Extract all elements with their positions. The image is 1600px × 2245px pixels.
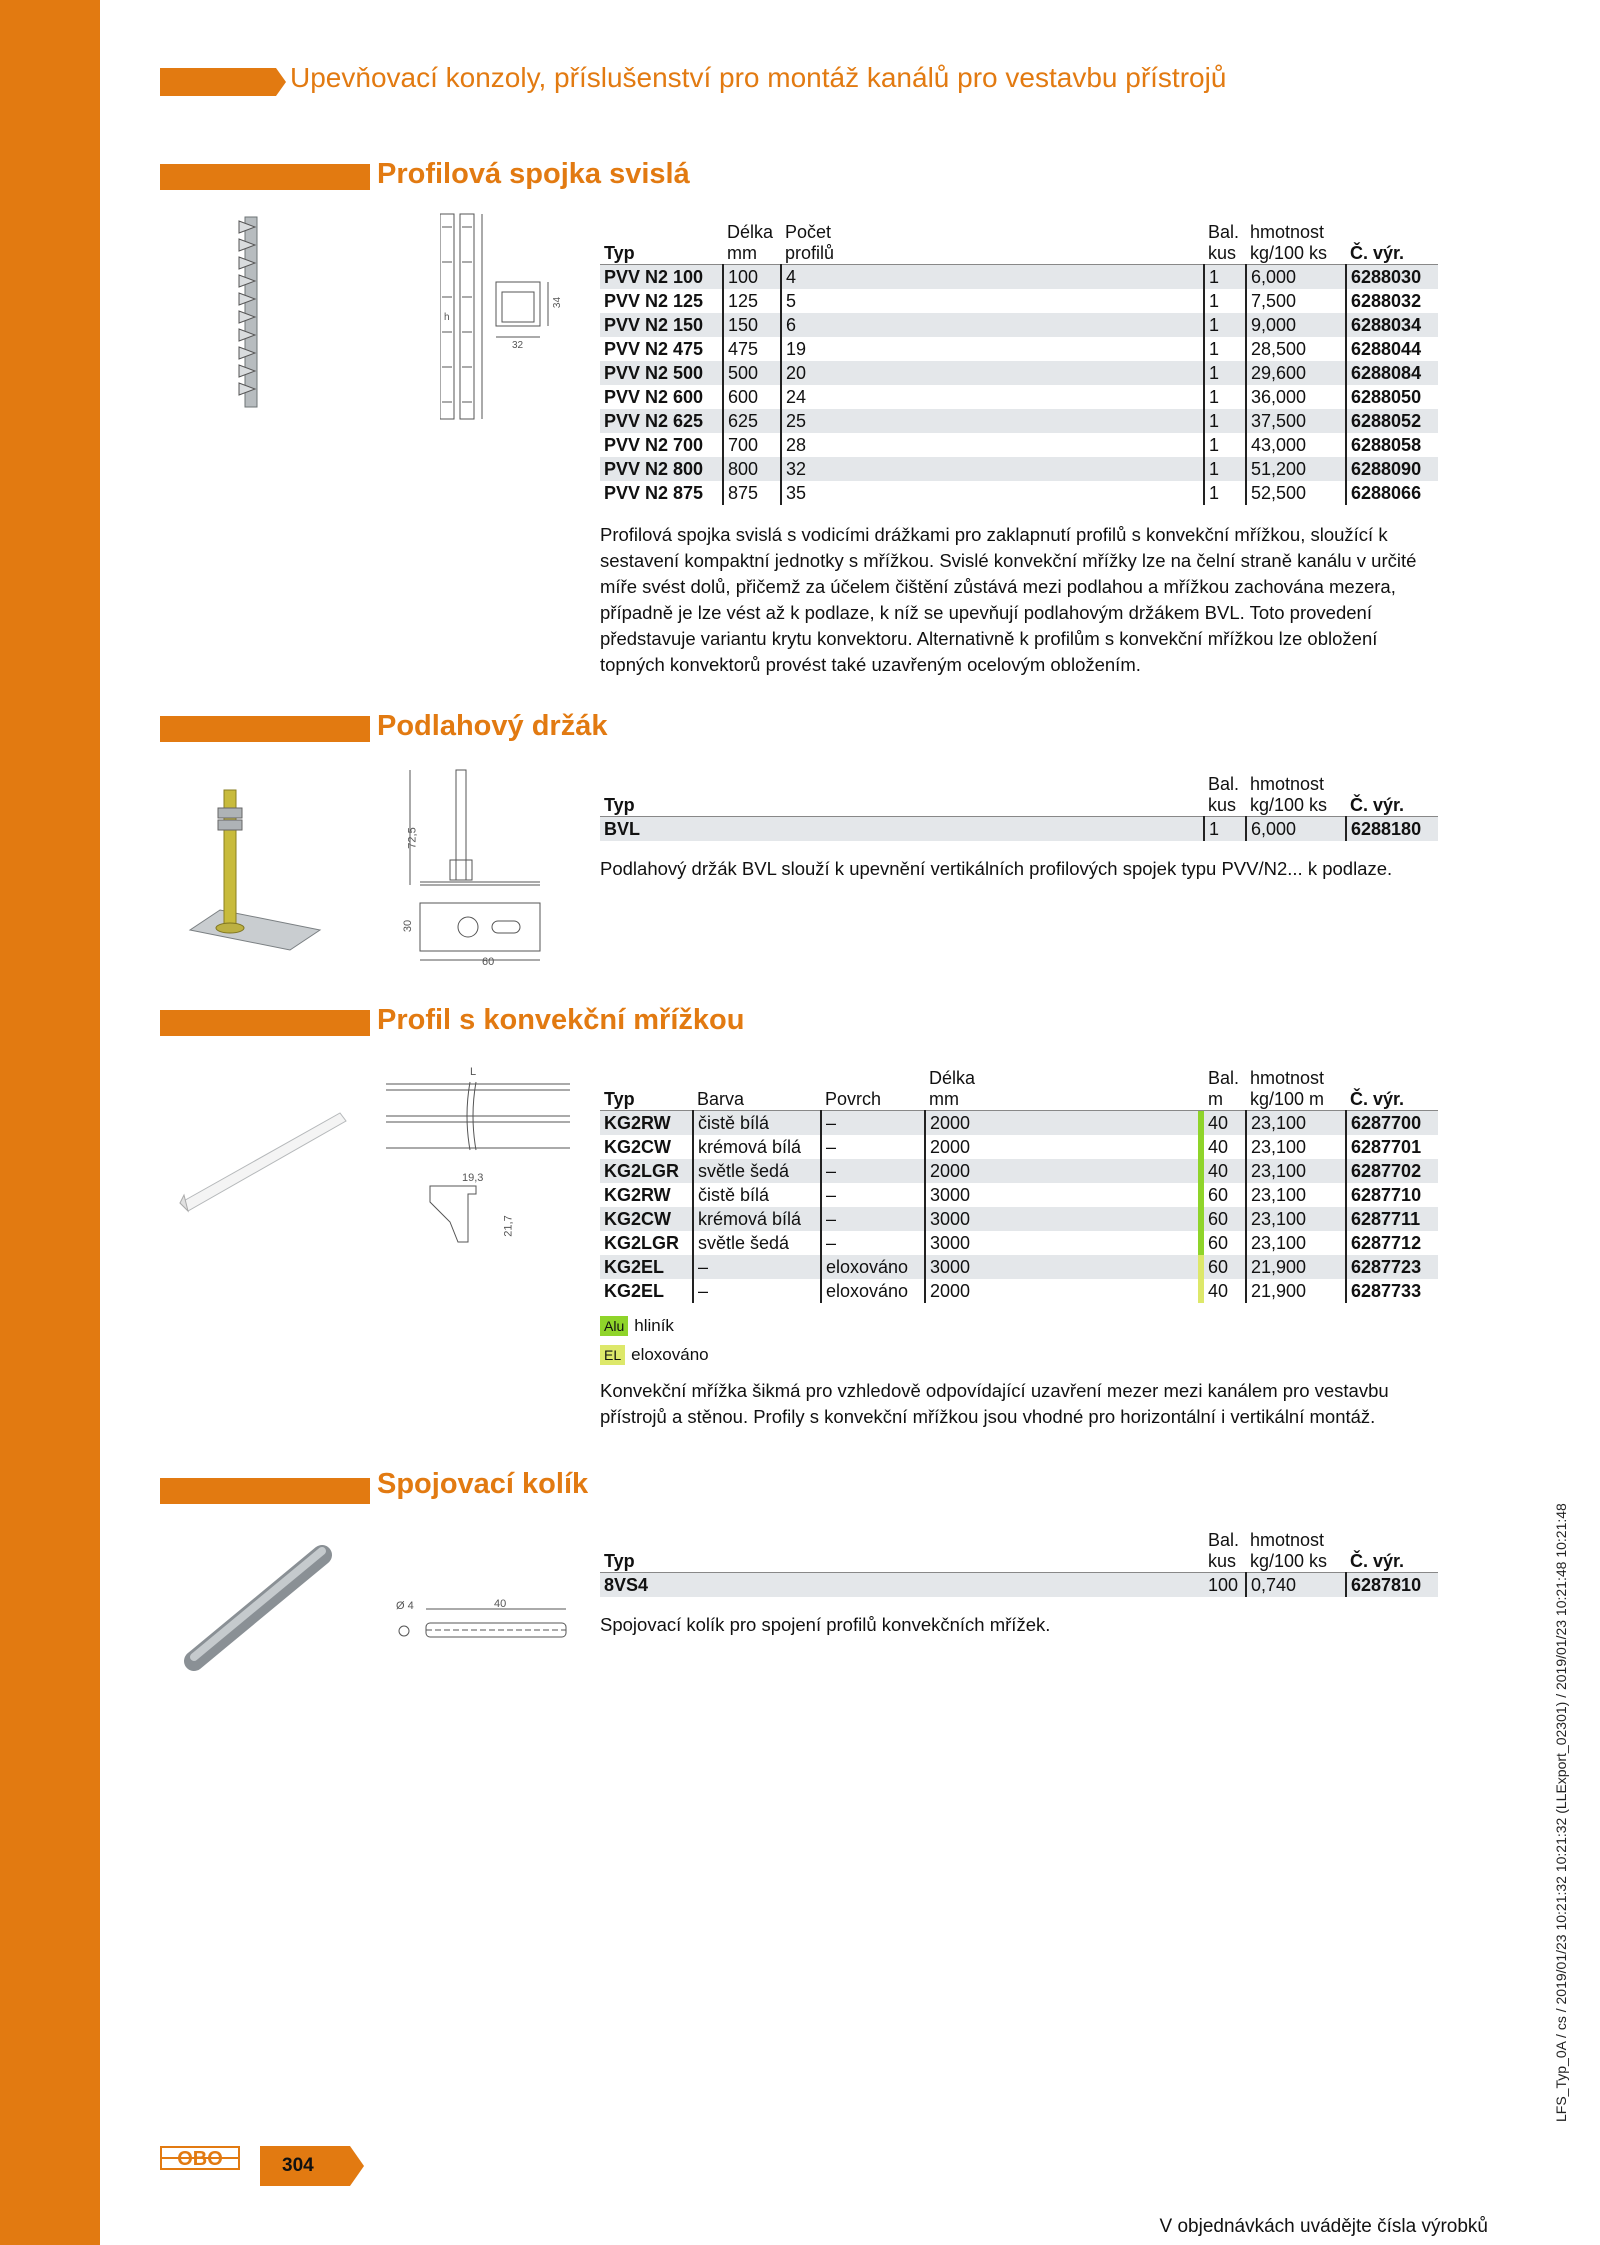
cell-hmot: 6,000 [1246,817,1346,841]
cell-art: 6287723 [1346,1255,1438,1279]
col-art-header: Č. výr. [1346,243,1438,265]
cell-bal: 1 [1204,433,1246,457]
cell-typ: PVV N2 125 [604,290,704,311]
vs-table [600,1530,1438,1597]
legend-el [600,1345,709,1365]
cell-typ: PVV N2 875 [604,482,704,503]
legend-el-label: eloxováno [631,1345,709,1364]
cell-povrch: – [821,1111,925,1135]
cell-typ: PVV N2 500 [600,361,723,385]
vertical-export-info: LFS_Typ_0A / cs / 2019/01/23 10:21:32 10:21:32 (LLExport_02301) / 2019/01/23 10:21:48 10:21:48 [1553,1503,1569,2122]
cell-typ: PVV N2 600 [604,386,704,407]
cell-delka: 800 [723,457,781,481]
col-bal-unit: kus [1204,243,1246,265]
cell-art: 6288032 [1346,289,1438,313]
vs-product-photo [180,1545,340,1675]
col-bal-unit: kus [1204,795,1246,817]
bvl-technical-drawing [400,760,560,970]
col-bal-unit: kus [1204,1551,1246,1573]
cell-delka: 600 [723,385,781,409]
footer-note: V objednávkách uvádějte čísla výrobků [1159,2216,1488,2237]
pvv-description: Profilová spojka svislá s vodicími drážkami pro zaklapnutí profilů s konvekční mřížkou, sloužící k sestavení kompaktní jednotky s mřížkou. Svislé konvekční mřížky lze na čelní straně kanálu v určité míře svést dolů, přičemž za účelem čištění zůstává mezi podlahou a mřížkou zachována mezera, případně je lze vést až k podlaze, k níž se upevňují podlahovým držákem BVL. Toto provedení představuje variantu krytu konvektoru. Alternativně k profilům s konvekční mřížkou lze obložení topných konvektorů provést také uzavřeným ocelovým obložením. [600,524,1417,675]
table-row [600,361,1438,385]
cell-typ: PVV N2 100 [600,265,723,289]
cell-bal: 1 [1204,457,1246,481]
bvl-table [600,774,1438,841]
cell-hmot: 29,600 [1246,361,1346,385]
cell-barva: krémová bílá [693,1135,821,1159]
table-row [600,481,1438,505]
section-title-bvl: Podlahový držák [377,710,608,742]
cell-delka: 3000 [925,1255,1198,1279]
table-row [600,385,1438,409]
cell-bal: 1 [1204,361,1246,385]
cell-pocet: 24 [781,385,1204,409]
cell-delka: 475 [723,337,781,361]
cell-povrch: – [821,1135,925,1159]
cell-hmot: 28,500 [1246,337,1346,361]
cell-hmot: 23,100 [1246,1111,1346,1135]
cell-delka: 125 [723,289,781,313]
legend-alu [600,1316,674,1336]
col-bal-label: Bal. [1208,774,1240,794]
cell-hmot: 9,000 [1246,313,1346,337]
cell-bal: 40 [1208,1136,1229,1157]
cell-bal: 1 [1204,385,1246,409]
col-hmot-unit: kg/100 m [1246,1089,1346,1111]
obo-logo [160,2146,240,2170]
cell-povrch: – [821,1183,925,1207]
cell-bal: 1 [1204,481,1246,505]
bvl-dim-60: 60 [482,956,495,968]
col-typ-header: Typ [600,1089,693,1111]
cell-delka: 625 [723,409,781,433]
cell-art: 6288180 [1346,817,1438,841]
cell-hmot: 52,500 [1246,481,1346,505]
cell-typ: KG2CW [604,1136,671,1157]
cell-art: 6288090 [1346,457,1438,481]
cell-typ: KG2RW [604,1184,671,1205]
cell-typ: PVV N2 700 [604,434,704,455]
cell-pocet: 5 [781,289,1204,313]
col-povrch-header: Povrch [821,1089,925,1111]
cell-typ: KG2LGR [604,1232,680,1253]
table-row [600,1573,1438,1597]
cell-barva: – [693,1255,821,1279]
cell-typ: BVL [600,817,1204,841]
cell-typ: KG2LGR [600,1159,693,1183]
pvv-dim-h: h [444,312,450,323]
cell-bal: 100 [1204,1573,1246,1597]
cell-barva: – [693,1279,821,1303]
kg-dim-217: 21,7 [502,1215,515,1237]
table-row [600,313,1438,337]
col-pocet-unit: profilů [781,243,1204,265]
kg-technical-drawing [380,1068,580,1248]
cell-delka: 2000 [925,1135,1198,1159]
cell-pocet: 4 [781,265,1204,289]
col-hmot-unit: kg/100 ks [1246,795,1346,817]
cell-delka: 150 [723,313,781,337]
section-title-vs: Spojovací kolík [377,1468,589,1500]
section-bar-vs [160,1478,370,1504]
col-delka-label: Délka [727,222,774,242]
cell-art: 6287701 [1346,1135,1438,1159]
header-bar [160,68,276,96]
col-hmot-unit: kg/100 ks [1246,1551,1346,1573]
cell-hmot: 36,000 [1246,385,1346,409]
cell-typ: KG2EL [600,1255,693,1279]
cell-hmot: 23,100 [1246,1159,1346,1183]
cell-povrch: – [821,1159,925,1183]
cell-bal: 1 [1204,289,1246,313]
table-row [600,1159,1438,1183]
cell-bal: 1 [1204,337,1246,361]
section-title-kg: Profil s konvekční mřížkou [377,1004,745,1036]
col-typ-header: Typ [600,243,723,265]
cell-delka: 3000 [925,1183,1198,1207]
legend-el-swatch: EL [600,1345,625,1365]
cell-art: 6287810 [1346,1573,1438,1597]
cell-bal: 1 [1204,265,1246,289]
bvl-dim-725: 72,5 [406,827,419,849]
cell-typ: PVV N2 475 [604,338,704,359]
col-hmot-label: hmotnost [1250,774,1325,794]
cell-pocet: 6 [781,313,1204,337]
col-delka-label: Délka [929,1068,976,1088]
vs-technical-drawing [390,1595,580,1655]
cell-bal: 1 [1204,817,1246,841]
cell-typ: 8VS4 [600,1573,1204,1597]
cell-pocet: 19 [781,337,1204,361]
section-bar-bvl [160,716,370,742]
cell-typ: KG2EL [604,1280,665,1301]
cell-povrch: – [821,1207,925,1231]
header-bar-tip [276,68,286,96]
col-hmot-label: hmotnost [1250,1530,1325,1550]
page-number: 304 [282,2155,314,2176]
col-bal-unit: m [1204,1089,1246,1111]
cell-povrch: eloxováno [821,1255,925,1279]
cell-pocet: 20 [781,361,1204,385]
side-stripe [0,0,100,2245]
table-row [600,337,1438,361]
pvv-dim-34: 34 [552,296,564,309]
cell-art: 6287702 [1346,1159,1438,1183]
kg-dim-193: 19,3 [462,1172,484,1184]
table-row [600,1207,1438,1231]
cell-delka: 2000 [925,1279,1198,1303]
col-bal-label: Bal. [1208,1530,1240,1550]
cell-pocet: 25 [781,409,1204,433]
cell-art: 6288084 [1346,361,1438,385]
table-row [600,289,1438,313]
cell-art: 6288058 [1346,433,1438,457]
vs-dim-d: Ø 4 [396,1600,414,1612]
cell-art: 6287711 [1346,1207,1438,1231]
col-typ-header: Typ [600,1551,1204,1573]
cell-delka: 100 [723,265,781,289]
cell-typ: PVV N2 150 [600,313,723,337]
cell-art: 6287710 [1346,1183,1438,1207]
page-title: Upevňovací konzoly, příslušenství pro montáž kanálů pro vestavbu přístrojů [290,62,1227,93]
cell-bal: 40 [1208,1280,1229,1301]
table-row [600,433,1438,457]
col-hmot-unit: kg/100 ks [1246,243,1346,265]
section-bar-kg [160,1010,370,1036]
col-art-header: Č. výr. [1346,1551,1438,1573]
pvv-dim-32: 32 [512,340,524,351]
cell-barva: čistě bílá [693,1183,821,1207]
cell-art: 6287712 [1346,1231,1438,1255]
kg-description: Konvekční mřížka šikmá pro vzhledově odpovídající uzavření mezer mezi kanálem pro vestavbu přístrojů a stěnou. Profily s konvekční mřížkou jsou vhodné pro horizontální i vertikální montáž. [600,1380,1389,1427]
section-bar-pvv [160,164,370,190]
table-row [600,1231,1438,1255]
col-delka-unit: mm [925,1089,1198,1111]
cell-typ: PVV N2 800 [600,457,723,481]
vs-dim-40: 40 [494,1598,507,1610]
col-typ-header: Typ [600,795,1204,817]
table-row [600,265,1438,289]
table-row [600,457,1438,481]
kg-table [600,1068,1438,1303]
cell-bal: 60 [1208,1232,1229,1253]
cell-hmot: 51,200 [1246,457,1346,481]
cell-art: 6287733 [1346,1279,1438,1303]
table-row [600,1183,1438,1207]
cell-pocet: 35 [781,481,1204,505]
col-hmot-label: hmotnost [1250,1068,1325,1088]
cell-art: 6288034 [1346,313,1438,337]
table-row [600,1255,1438,1279]
cell-art: 6288052 [1346,409,1438,433]
col-hmot-label: hmotnost [1250,222,1325,242]
cell-bal: 40 [1204,1159,1246,1183]
cell-delka: 3000 [925,1207,1198,1231]
col-art-header: Č. výr. [1346,1089,1438,1111]
cell-delka: 2000 [925,1159,1198,1183]
obo-logo-text: OBO [177,2148,223,2170]
col-pocet-label: Počet [785,222,832,242]
cell-delka: 700 [723,433,781,457]
cell-hmot: 43,000 [1246,433,1346,457]
legend-alu-swatch: Alu [600,1316,628,1336]
cell-barva: čistě bílá [693,1111,821,1135]
col-bal-label: Bal. [1208,222,1240,242]
cell-bal: 60 [1208,1184,1229,1205]
table-row [600,1135,1438,1159]
cell-typ: KG2CW [600,1207,693,1231]
cell-art: 6287700 [1346,1111,1438,1135]
cell-bal: 1 [1204,409,1246,433]
cell-pocet: 32 [781,457,1204,481]
cell-art: 6288050 [1346,385,1438,409]
cell-bal: 40 [1204,1111,1246,1135]
section-title-pvv: Profilová spojka svislá [377,158,690,190]
cell-art: 6288044 [1346,337,1438,361]
cell-povrch: – [821,1231,925,1255]
table-row [600,817,1438,841]
cell-hmot: 7,500 [1246,289,1346,313]
vs-description: Spojovací kolík pro spojení profilů konvekčních mřížek. [600,1614,1051,1635]
cell-delka: 875 [723,481,781,505]
cell-hmot: 37,500 [1246,409,1346,433]
table-row [600,409,1438,433]
col-bal-label: Bal. [1208,1068,1240,1088]
cell-hmot: 21,900 [1246,1255,1346,1279]
bvl-product-photo [180,780,330,960]
pvv-table [600,222,1438,505]
cell-hmot: 0,740 [1246,1573,1346,1597]
kg-dim-l: L [470,1066,477,1078]
cell-bal: 60 [1204,1255,1246,1279]
bvl-dim-30: 30 [402,919,415,933]
cell-hmot: 21,900 [1246,1279,1346,1303]
cell-hmot: 23,100 [1246,1231,1346,1255]
cell-delka: 500 [723,361,781,385]
page-number-tip [350,2146,364,2186]
legend-alu-label: hliník [634,1316,674,1335]
bvl-description: Podlahový držák BVL slouží k upevnění vertikálních profilových spojek typu PVV/N2... k podlaze. [600,858,1393,879]
kg-product-photo [170,1095,350,1215]
col-delka-unit: mm [723,243,781,265]
cell-hmot: 6,000 [1246,265,1346,289]
cell-art: 6288066 [1346,481,1438,505]
col-art-header: Č. výr. [1346,795,1438,817]
col-barva-header: Barva [693,1089,821,1111]
cell-hmot: 23,100 [1246,1135,1346,1159]
pvv-technical-drawing [440,212,585,422]
cell-typ: KG2RW [600,1111,693,1135]
table-row [600,1111,1438,1135]
cell-barva: světle šedá [693,1231,821,1255]
cell-art: 6288030 [1346,265,1438,289]
cell-bal: 60 [1204,1207,1246,1231]
cell-bal: 1 [1204,313,1246,337]
cell-barva: krémová bílá [693,1207,821,1231]
cell-barva: světle šedá [693,1159,821,1183]
cell-hmot: 23,100 [1246,1183,1346,1207]
cell-povrch: eloxováno [821,1279,925,1303]
cell-typ: PVV N2 625 [600,409,723,433]
table-row [600,1279,1438,1303]
pvv-product-photo [225,215,275,410]
cell-delka: 3000 [925,1231,1198,1255]
cell-hmot: 23,100 [1246,1207,1346,1231]
cell-pocet: 28 [781,433,1204,457]
cell-delka: 2000 [925,1111,1198,1135]
